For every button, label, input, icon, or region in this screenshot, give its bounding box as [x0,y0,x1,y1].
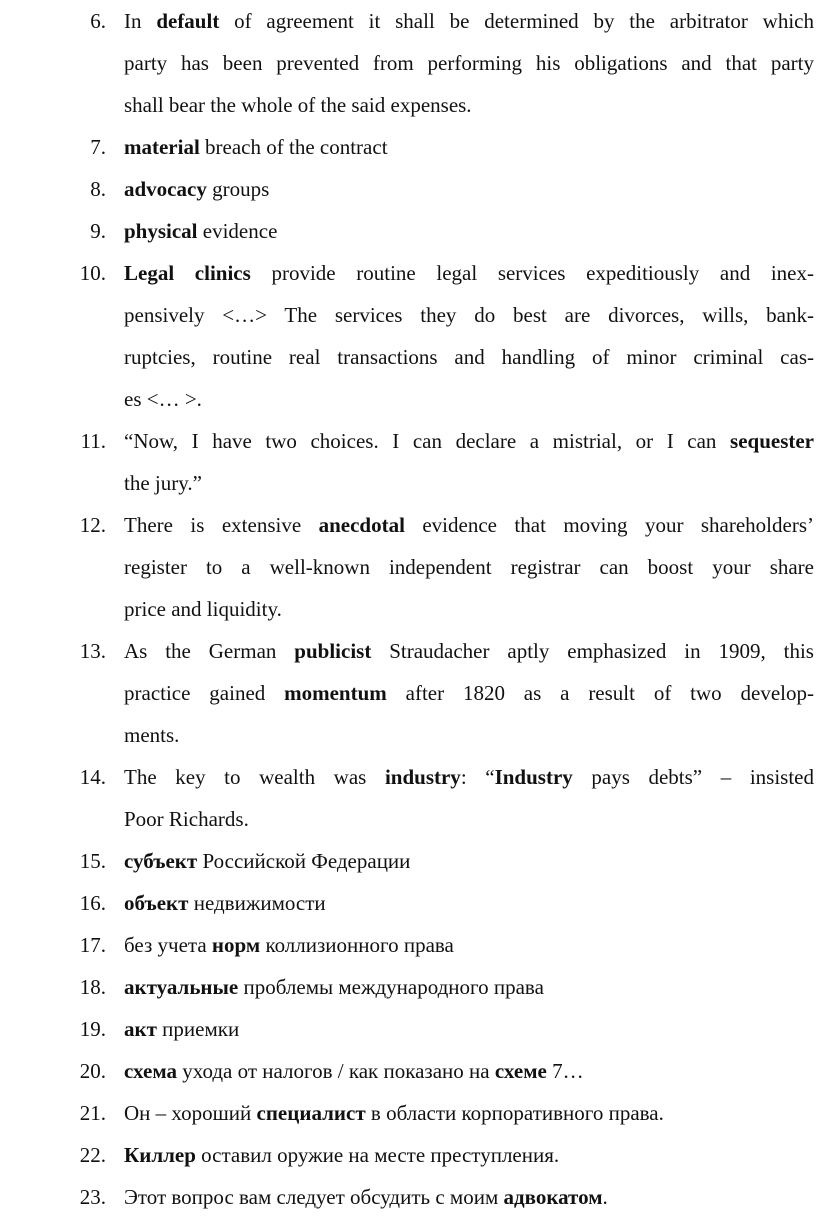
list-item [0,126,816,168]
item-text [124,504,814,630]
text-line [124,252,814,294]
list-item [0,168,816,210]
item-number: 16. [79,891,106,915]
item-number: 11. [80,429,106,453]
item-text [124,882,814,924]
list-item [0,756,816,840]
text-line [124,210,814,252]
bold-term: default [156,9,220,33]
text-run: pays debts” – insisted [572,765,814,789]
item-text [124,0,814,126]
list-item [0,0,816,126]
item-number: 19. [79,1017,106,1041]
item-text [124,756,814,840]
text-line [124,378,814,420]
item-text [124,420,814,504]
text-run: . [602,1185,608,1209]
text-run: Poor Richards. [124,807,249,831]
text-run: There is extensive [124,513,319,537]
list-item [0,504,816,630]
text-run: groups [206,177,270,201]
item-number: 17. [79,933,106,957]
item-text [124,966,814,1008]
item-number: 7. [90,135,106,159]
item-text [124,126,814,168]
text-run: Он – хороший [124,1101,257,1125]
text-line [124,924,814,966]
text-run: party has been prevented from performing his obligations and that party [124,51,814,75]
text-line [124,798,814,840]
text-run: shall bear the whole of the said expenses. [124,93,472,117]
item-number: 22. [79,1143,106,1167]
item-text [124,630,814,756]
item-number: 13. [79,639,106,663]
list-item [0,1176,816,1218]
item-number: 6. [90,9,106,33]
text-run: 7… [546,1059,584,1083]
text-line [124,0,814,42]
list-item [0,1008,816,1050]
text-run: As the German [124,639,295,663]
list-item [0,1092,816,1134]
text-run: pensively <…> The services they do best are divorces, wills, bank- [124,303,814,327]
item-number: 8. [90,177,106,201]
item-number: 14. [79,765,106,789]
bold-term: адвокатом [503,1185,603,1209]
bold-term: схеме [494,1059,547,1083]
item-text [124,1134,814,1176]
bold-term: актуальные [124,975,239,999]
text-line [124,504,814,546]
text-line [124,588,814,630]
list-item [0,630,816,756]
text-run: price and liquidity. [124,597,282,621]
text-line [124,294,814,336]
text-line [124,882,814,924]
text-line [124,546,814,588]
text-run: недвижимости [188,891,326,915]
text-run: Этот вопрос вам следует обсудить с моим [124,1185,504,1209]
item-number: 21. [79,1101,106,1125]
item-number: 15. [79,849,106,873]
text-run: без учета [124,933,212,957]
bold-term: industry [384,765,461,789]
text-line [124,168,814,210]
text-run: в области корпоративного права. [365,1101,664,1125]
item-text [124,924,814,966]
list-item [0,252,816,420]
item-number: 12. [79,513,106,537]
item-text [124,210,814,252]
text-run: practice gained [124,681,285,705]
list-item [0,420,816,504]
text-run: Российской Федерации [197,849,411,873]
bold-term: publicist [294,639,372,663]
text-line [124,966,814,1008]
text-line [124,1176,814,1218]
text-run: evidence [197,219,278,243]
item-number: 9. [90,219,106,243]
list-item [0,840,816,882]
text-line [124,462,814,504]
bold-term: Legal clinics [124,261,251,285]
item-text [124,1050,814,1092]
text-run: the jury.” [124,471,202,495]
text-line [124,336,814,378]
item-text [124,252,814,420]
bold-term: объект [124,891,189,915]
text-run: after 1820 as a result of two develop- [386,681,814,705]
text-line [124,630,814,672]
text-line [124,84,814,126]
bold-term: advocacy [124,177,207,201]
text-run: приемки [156,1017,240,1041]
item-text [124,840,814,882]
bold-term: material [124,135,200,159]
text-run: of agreement it shall be determined by the arbitrator which [219,9,815,33]
text-line [124,840,814,882]
text-run: The key to wealth was [124,765,385,789]
item-text [124,1092,814,1134]
bold-term: Киллер [124,1143,196,1167]
text-line [124,420,814,462]
text-run: es <… >. [124,387,202,411]
list-item [0,924,816,966]
bold-term: схема [124,1059,178,1083]
item-text [124,168,814,210]
list-item [0,1134,816,1176]
text-run: : “ [460,765,495,789]
text-line [124,756,814,798]
list-item [0,966,816,1008]
bold-term: Industry [494,765,573,789]
list-item [0,1050,816,1092]
text-run: provide routine legal services expeditiously and inex- [250,261,814,285]
text-line [124,126,814,168]
item-number: 18. [79,975,106,999]
item-number: 10. [79,261,106,285]
text-run: In [124,9,157,33]
list-item [0,882,816,924]
bold-term: норм [211,933,261,957]
text-run: ments. [124,723,180,747]
text-run: оставил оружие на месте преступления. [195,1143,560,1167]
item-number: 23. [79,1185,106,1209]
text-run: “Now, I have two choices. I can declare a mistrial, or I can [124,429,731,453]
bold-term: субъект [124,849,198,873]
text-run: evidence that moving your shareholders’ [404,513,814,537]
bold-term: anecdotal [318,513,405,537]
text-run: register to a well-known independent registrar can boost your share [124,555,814,579]
text-line [124,1092,814,1134]
bold-term: специалист [256,1101,366,1125]
item-text [124,1176,814,1218]
text-run: breach of the contract [199,135,388,159]
bold-term: momentum [284,681,387,705]
item-text [124,1008,814,1050]
bold-term: акт [124,1017,157,1041]
text-run: ruptcies, routine real transactions and handling of minor criminal cas- [124,345,814,369]
text-run: коллизионного права [260,933,454,957]
text-line [124,1134,814,1176]
text-line [124,672,814,714]
text-line [124,42,814,84]
text-run: Straudacher aptly emphasized in 1909, this [371,639,814,663]
bold-term: physical [124,219,198,243]
text-line [124,1008,814,1050]
item-number: 20. [79,1059,106,1083]
text-line [124,1050,814,1092]
bold-term: sequester [730,429,814,453]
text-line [124,714,814,756]
text-run: проблемы международного права [238,975,544,999]
list-item [0,210,816,252]
text-run: ухода от налогов / как показано на [177,1059,495,1083]
